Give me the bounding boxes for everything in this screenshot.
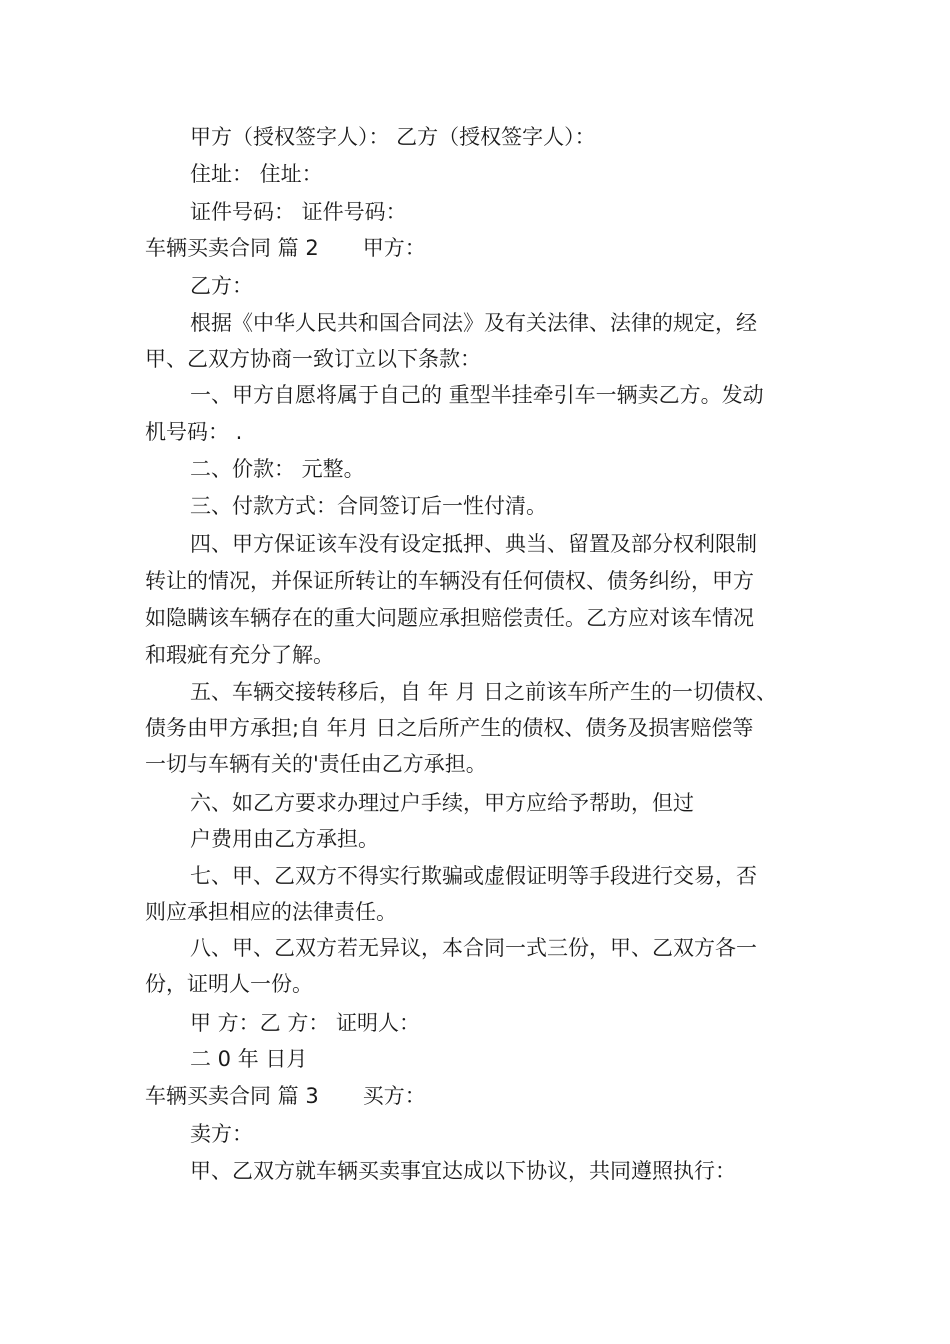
contract2-heading-line (145, 234, 426, 262)
signature-id-line: 证件号码： 证件号码： (190, 200, 407, 224)
clause1-line-1: 一、甲方自愿将属于自己的 重型半挂牵引车一辆卖乙方。发动 (190, 383, 764, 407)
contract2-heading: 车辆买卖合同 篇 2 (145, 236, 319, 260)
clause5-line-2: 债务由甲方承担;自 年月 日之后所产生的债权、债务及损害赔偿等 (145, 716, 754, 740)
signature-authorized-line: 甲方（授权签字人）： 乙方（授权签字人）： (190, 125, 596, 149)
contract2-intro-line-2: 甲、乙双方协商一致订立以下条款： (145, 347, 481, 371)
contract3-heading-line (145, 1082, 426, 1110)
contract2-intro-line-1: 根据《中华人民共和国合同法》及有关法律、法律的规定，经 (190, 311, 757, 335)
contract3-intro: 甲、乙双方就车辆买卖事宜达成以下协议，共同遵照执行： (190, 1159, 736, 1183)
clause4-line-2: 转让的情况，并保证所转让的车辆没有任何债权、债务纠纷，甲方 (145, 569, 754, 593)
signature-address-line: 住址： 住址： (190, 162, 323, 186)
clause2-line: 二、价款： 元整。 (190, 457, 365, 481)
clause4-line-3: 如隐瞒该车辆存在的重大问题应承担赔偿责任。乙方应对该车情况 (145, 606, 754, 630)
contract2-signers: 甲 方：乙 方： 证明人： (190, 1011, 421, 1035)
contract2-party-a: 甲方： (362, 236, 426, 260)
clause4-line-1: 四、甲方保证该车没有设定抵押、典当、留置及部分权利限制 (190, 532, 757, 556)
contract2-party-b: 乙方： (190, 274, 253, 298)
contract3-seller: 卖方： (190, 1122, 253, 1146)
clause3-line: 三、付款方式：合同签订后一性付清。 (190, 494, 547, 518)
contract3-heading: 车辆买卖合同 篇 3 (145, 1084, 319, 1108)
clause1-line-2: 机号码： . (145, 420, 243, 444)
clause6-line-1: 六、如乙方要求办理过户手续，甲方应给予帮助，但过 (190, 791, 694, 815)
clause8-line-2: 份，证明人一份。 (145, 972, 313, 996)
clause7-line-1: 七、甲、乙双方不得实行欺骗或虚假证明等手段进行交易，否 (190, 864, 757, 888)
clause8-line-1: 八、甲、乙双方若无异议，本合同一式三份，甲、乙双方各一 (190, 936, 757, 960)
clause6-line-2: 户费用由乙方承担。 (190, 827, 379, 851)
clause4-line-4: 和瑕疵有充分了解。 (145, 643, 334, 667)
clause7-line-2: 则应承担相应的法律责任。 (145, 900, 397, 924)
clause5-line-1: 五、车辆交接转移后，自 年 月 日之前该车所产生的一切债权、 (190, 680, 778, 704)
contract2-date: 二 0 年 日月 (190, 1047, 308, 1071)
contract3-buyer: 买方： (362, 1084, 426, 1108)
clause5-line-3: 一切与车辆有关的'责任由乙方承担。 (145, 752, 487, 776)
